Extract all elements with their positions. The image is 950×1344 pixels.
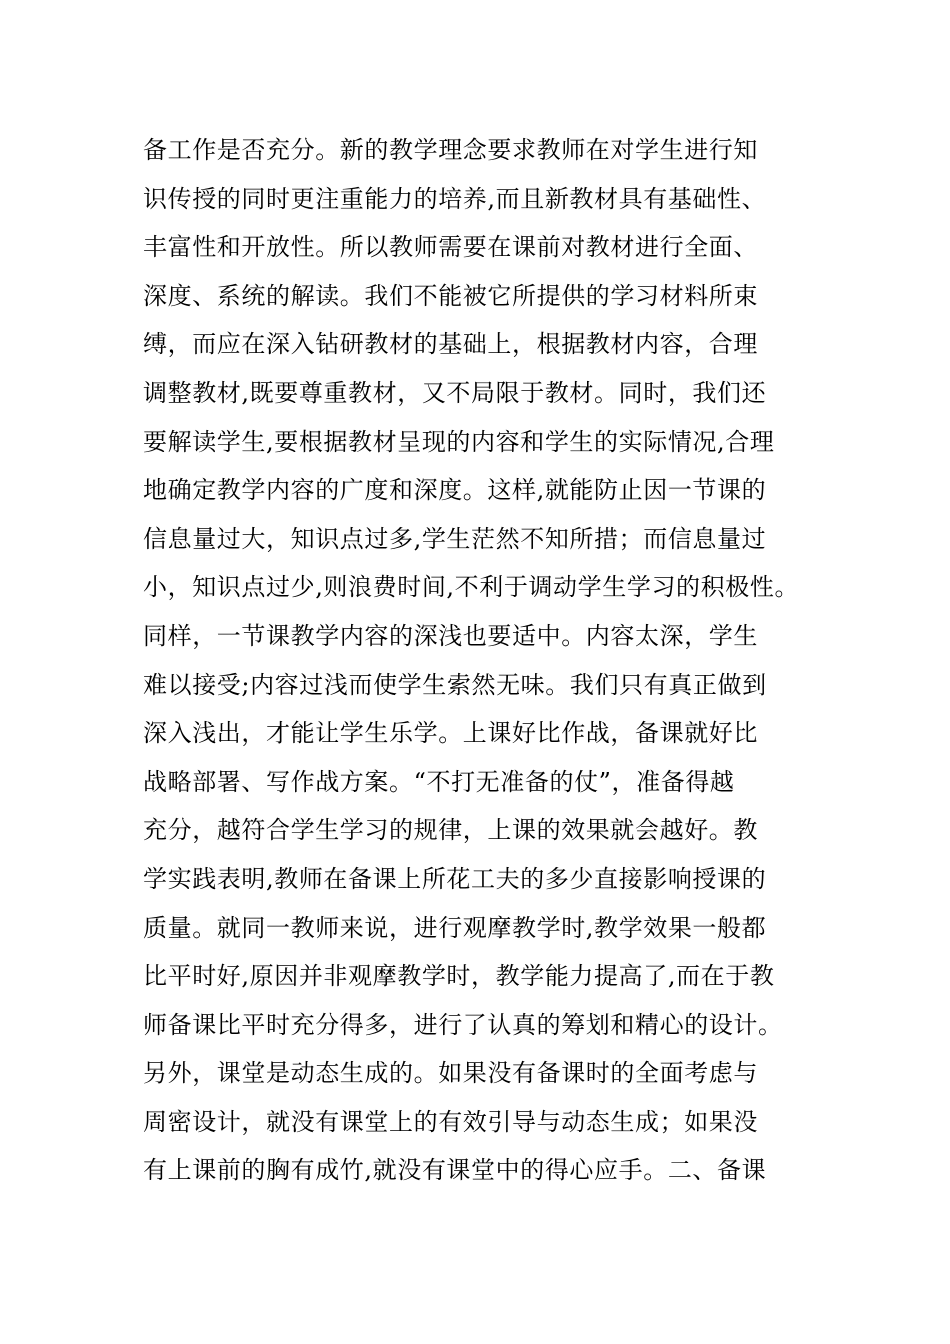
text-line: 深度、系统的解读。我们不能被它所提供的学习材料所束 [143,281,758,310]
text-line: 缚，而应在深入钻研教材的基础上，根据教材内容，合理 [143,330,758,359]
text-line: 师备课比平时充分得多，进行了认真的筹划和精心的设计。 [143,1010,783,1039]
text-line: 同样，一节课教学内容的深浅也要适中。内容太深，学生 [143,621,758,650]
text-line: 小，知识点过少,则浪费时间,不利于调动学生学习的积极性。 [143,573,800,602]
text-line: 充分，越符合学生学习的规律，上课的效果就会越好。教 [143,816,758,845]
text-line: 深入浅出，才能让学生乐学。上课好比作战，备课就好比 [143,719,758,748]
text-line: 丰富性和开放性。所以教师需要在课前对教材进行全面、 [143,233,758,262]
text-line: 调整教材,既要尊重教材，又不局限于教材。同时，我们还 [143,378,767,407]
text-line: 信息量过大，知识点过多,学生茫然不知所措；而信息量过 [143,524,767,553]
text-line: 另外，课堂是动态生成的。如果没有备课时的全面考虑与 [143,1059,758,1088]
text-line: 识传授的同时更注重能力的培养,而且新教材具有基础性、 [143,184,767,213]
text-line: 备工作是否充分。新的教学理念要求教师在对学生进行知 [143,136,758,164]
text-line: 比平时好,原因并非观摩教学时，教学能力提高了,而在于教 [143,962,775,991]
text-line: 周密设计，就没有课堂上的有效引导与动态生成；如果没 [143,1107,758,1136]
text-line: 学实践表明,教师在备课上所花工夫的多少直接影响授课的 [143,864,767,893]
body-text [143,126,843,1195]
text-line: 有上课前的胸有成竹,就没有课堂中的得心应手。二、备课 [143,1156,767,1185]
text-line: 地确定教学内容的广度和深度。这样,就能防止因一节课的 [143,476,767,505]
text-line: 难以接受;内容过浅而使学生索然无味。我们只有真正做到 [143,670,767,699]
text-line: 战略部署、写作战方案。“不打无准备的仗”，准备得越 [143,767,735,796]
text-line: 质量。就同一教师来说，进行观摩教学时,教学效果一般都 [143,913,767,942]
text-line: 要解读学生,要根据教材呈现的内容和学生的实际情况,合理 [143,427,775,456]
